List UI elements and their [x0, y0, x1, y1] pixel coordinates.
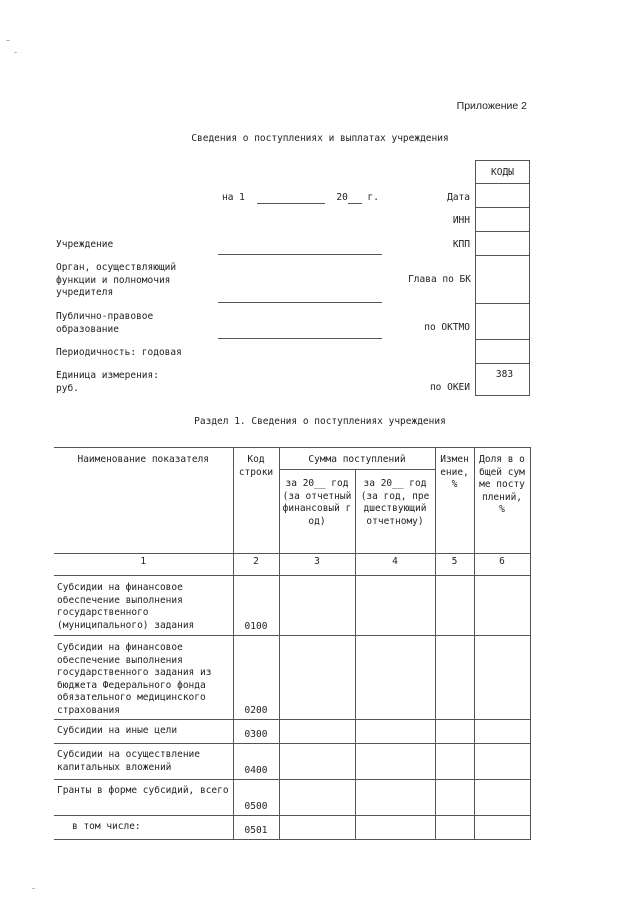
- cell-share[interactable]: [474, 744, 530, 780]
- date-day-month-blank: [257, 192, 325, 204]
- header-current-year: за 20__ год (за отчетный финансовый год): [279, 470, 355, 554]
- label-oktmo: по ОКТМО: [424, 322, 470, 333]
- cell-change[interactable]: [435, 636, 474, 720]
- cell-current-year[interactable]: [279, 720, 355, 744]
- cell-current-year[interactable]: [279, 816, 355, 840]
- table-row: [54, 576, 530, 636]
- header-sum: Сумма поступлений: [279, 448, 435, 470]
- cell-share[interactable]: [474, 720, 530, 744]
- cell-share[interactable]: [474, 780, 530, 816]
- cell-current-year[interactable]: [279, 576, 355, 636]
- cell-share[interactable]: [474, 816, 530, 840]
- label-glava-bk: Глава по БК: [408, 274, 471, 285]
- date-suffix: г.: [367, 192, 379, 203]
- label-inn: ИНН: [452, 215, 470, 226]
- row-code: 0100: [233, 576, 279, 636]
- cell-change[interactable]: [435, 816, 474, 840]
- cell-current-year[interactable]: [279, 780, 355, 816]
- institution-blank[interactable]: [218, 254, 382, 255]
- scan-speck: [14, 52, 17, 53]
- colnum-5: 5: [435, 554, 474, 576]
- cell-previous-year[interactable]: [355, 720, 435, 744]
- header-share: Доля в общей сумме поступлений, %: [474, 448, 530, 554]
- code-cell-blank[interactable]: [475, 340, 530, 364]
- colnum-3: 3: [279, 554, 355, 576]
- cell-change[interactable]: [435, 744, 474, 780]
- appendix-label: Приложение 2: [456, 100, 527, 112]
- date-prefix: на 1: [222, 192, 245, 203]
- cell-change[interactable]: [435, 720, 474, 744]
- row-code: 0501: [233, 816, 279, 840]
- row-name: в том числе:: [54, 816, 233, 840]
- code-cell-oktmo[interactable]: [475, 304, 530, 340]
- date-year-prefix: 20: [336, 192, 348, 203]
- code-cell-date[interactable]: [475, 184, 530, 208]
- code-cell-glava[interactable]: [475, 256, 530, 304]
- cell-current-year[interactable]: [279, 636, 355, 720]
- label-public-entity: Публично-правовое образование: [56, 311, 154, 335]
- row-name: Субсидии на осуществление капитальных вложений: [54, 744, 233, 780]
- cell-previous-year[interactable]: [355, 576, 435, 636]
- label-kpp: КПП: [452, 239, 470, 250]
- label-organ: Орган, осуществляющий функции и полномочия учредителя: [56, 262, 177, 298]
- row-code: 0200: [233, 636, 279, 720]
- code-cell-okei[interactable]: 383: [475, 364, 530, 396]
- colnum-6: 6: [474, 554, 530, 576]
- header-change: Изменение, %: [435, 448, 474, 554]
- cell-previous-year[interactable]: [355, 780, 435, 816]
- codes-box: [475, 160, 530, 396]
- row-code: 0500: [233, 780, 279, 816]
- cell-previous-year[interactable]: [355, 636, 435, 720]
- scan-speck: [6, 40, 10, 41]
- cell-change[interactable]: [435, 576, 474, 636]
- scan-speck: [32, 888, 35, 889]
- table-row: [54, 816, 530, 840]
- codes-header: КОДЫ: [475, 160, 530, 184]
- label-okei: по ОКЕИ: [429, 382, 470, 393]
- cell-previous-year[interactable]: [355, 744, 435, 780]
- public-entity-blank[interactable]: [218, 338, 382, 339]
- row-code: 0400: [233, 744, 279, 780]
- colnum-2: 2: [233, 554, 279, 576]
- label-periodicity: Периодичность: годовая: [56, 347, 182, 358]
- label-unit: Единица измерения: руб.: [56, 370, 159, 394]
- organ-blank[interactable]: [218, 302, 382, 303]
- code-cell-inn[interactable]: [475, 208, 530, 232]
- row-code: 0300: [233, 720, 279, 744]
- header-code: Код строки: [233, 448, 279, 554]
- table-row: [54, 780, 530, 816]
- header-name: Наименование показателя: [54, 448, 233, 554]
- label-date: Дата: [447, 192, 470, 203]
- colnum-4: 4: [355, 554, 435, 576]
- label-institution: Учреждение: [56, 239, 114, 250]
- colnum-1: 1: [54, 554, 233, 576]
- row-name: Субсидии на финансовое обеспечение выполнения государственного (муниципального) задания: [54, 576, 233, 636]
- receipts-table: [54, 447, 531, 840]
- cell-change[interactable]: [435, 780, 474, 816]
- cell-previous-year[interactable]: [355, 816, 435, 840]
- row-name: Гранты в форме субсидий, всего: [54, 780, 233, 816]
- row-name: Субсидии на финансовое обеспечение выполнения государственного задания из бюджета Федерального фонда обязательного медицинского страхования: [54, 636, 233, 720]
- table-row: [54, 744, 530, 780]
- page-title: Сведения о поступлениях и выплатах учреждения: [191, 133, 449, 144]
- cell-share[interactable]: [474, 576, 530, 636]
- table-row: [54, 636, 530, 720]
- cell-share[interactable]: [474, 636, 530, 720]
- table-row: [54, 720, 530, 744]
- cell-current-year[interactable]: [279, 744, 355, 780]
- section-title: Раздел 1. Сведения о поступлениях учреждения: [194, 416, 446, 427]
- row-name: Субсидии на иные цели: [54, 720, 233, 744]
- code-cell-kpp[interactable]: [475, 232, 530, 256]
- header-previous-year: за 20__ год (за год, предшествующий отчетному): [355, 470, 435, 554]
